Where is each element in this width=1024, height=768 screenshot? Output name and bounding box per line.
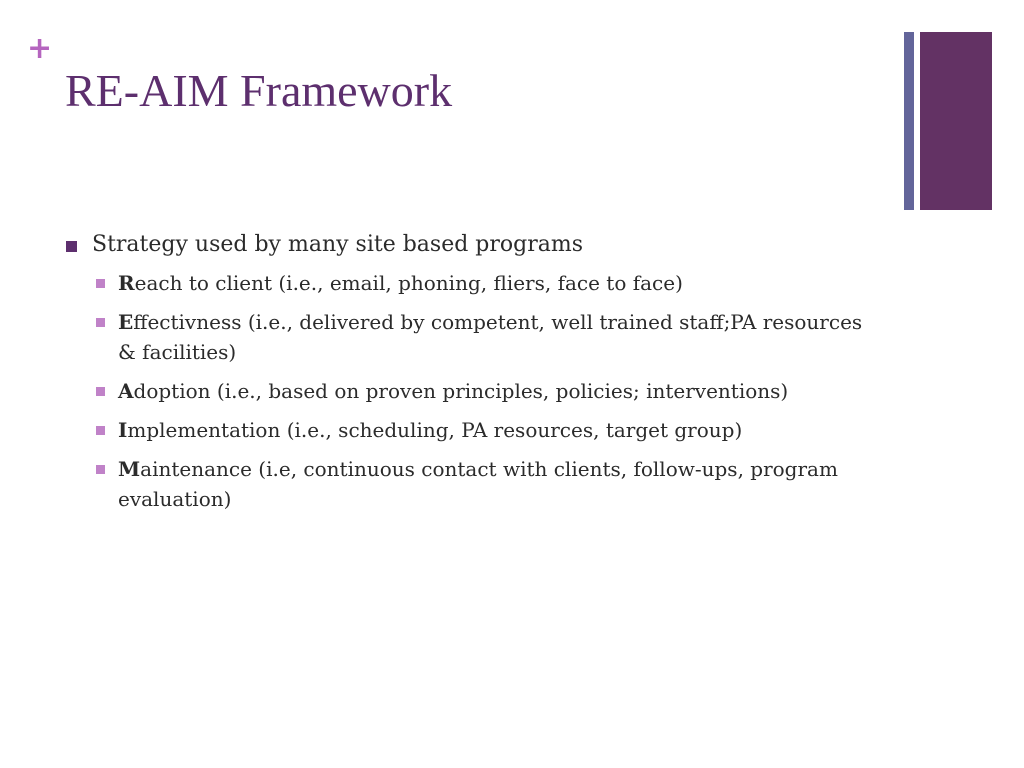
square-bullet-icon [96, 318, 105, 327]
sub-bullet-implementation [92, 415, 866, 445]
sub-bullet-lead: M [118, 457, 141, 481]
sub-bullet-text: each to client (i.e., email, phoning, fliers, face to face) [134, 271, 683, 295]
sub-bullet-text: mplementation (i.e., scheduling, PA resources, target group) [127, 418, 743, 442]
sub-bullet-lead: I [118, 418, 128, 442]
main-bullet [66, 229, 866, 261]
sub-bullet-lead: E [118, 310, 134, 334]
sub-bullet-list [66, 268, 866, 514]
sub-bullet-text: ffectivness (i.e., delivered by competent, well trained staff;PA resources & facilities) [118, 310, 863, 364]
sub-bullet-effectiveness [92, 307, 866, 367]
square-bullet-icon [96, 387, 105, 396]
slide-content [66, 229, 866, 523]
sub-bullet-text: doption (i.e., based on proven principles, policies; interventions) [133, 379, 789, 403]
main-bullet-text: Strategy used by many site based programs [92, 232, 584, 257]
decorative-bar-thin [904, 32, 914, 210]
square-bullet-icon [66, 241, 77, 252]
square-bullet-icon [96, 465, 105, 474]
plus-icon: + [27, 31, 53, 66]
sub-bullet-reach [92, 268, 866, 298]
sub-bullet-text: aintenance (i.e, continuous contact with clients, follow-ups, program evaluation) [118, 457, 838, 511]
decorative-bar-thick [920, 32, 992, 210]
slide-title: RE-AIM Framework [65, 65, 453, 116]
sub-bullet-lead: R [118, 271, 135, 295]
square-bullet-icon [96, 279, 105, 288]
sub-bullet-lead: A [118, 379, 134, 403]
sub-bullet-adoption [92, 376, 866, 406]
sub-bullet-maintenance [92, 454, 866, 514]
square-bullet-icon [96, 426, 105, 435]
